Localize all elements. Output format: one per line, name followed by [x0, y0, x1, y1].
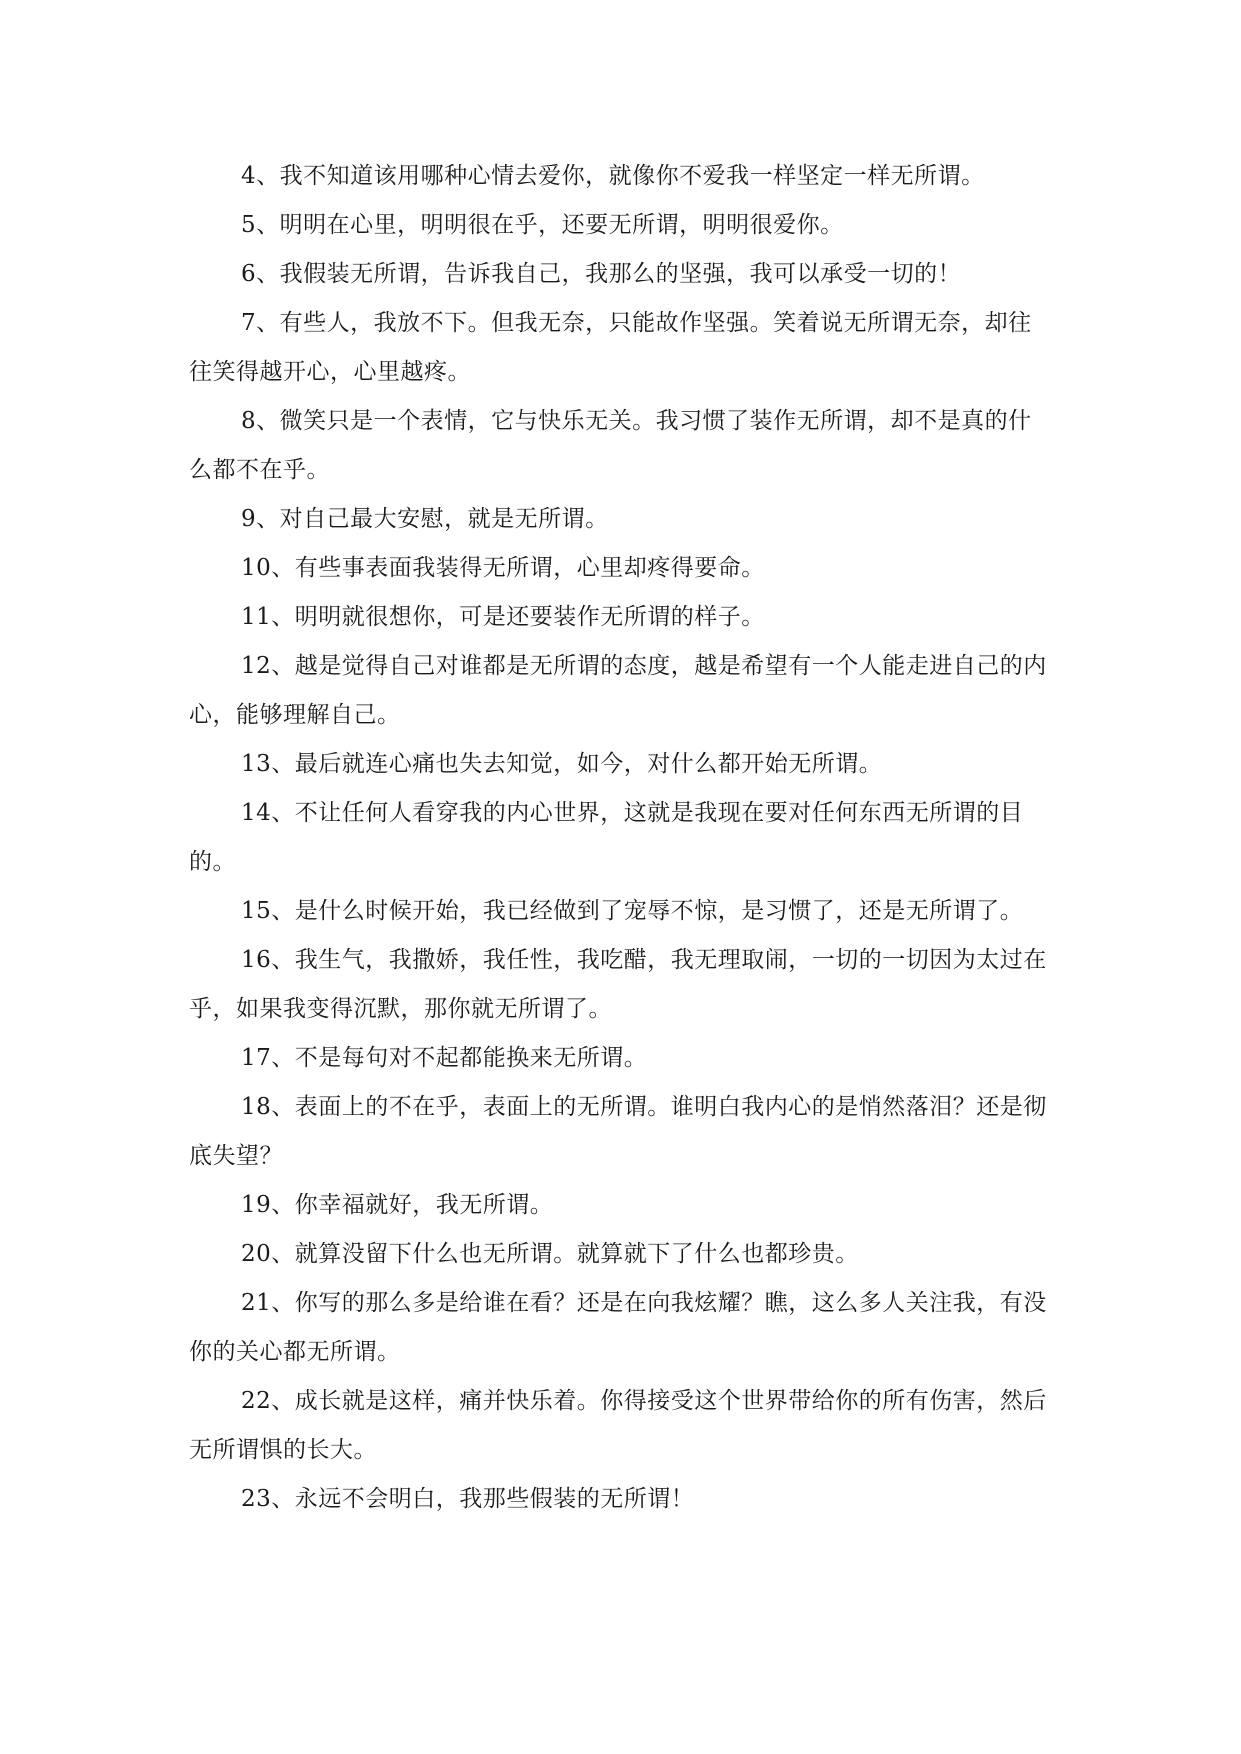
paragraph-6: 6、我假装无所谓，告诉我自己，我那么的坚强，我可以承受一切的！: [241, 261, 962, 287]
paragraph-23: 23、永远不会明白，我那些假装的无所谓！: [241, 1486, 695, 1512]
paragraph-15: 15、是什么时候开始，我已经做到了宠辱不惊，是习惯了，还是无所谓了。: [241, 898, 1024, 924]
paragraph-10: 10、有些事表面我装得无所谓，心里却疼得要命。: [241, 555, 765, 581]
paragraph-14: 14、不让任何人看穿我的内心世界，这就是我现在要对任何东西无所谓的目的。: [189, 800, 1024, 875]
paragraph-16: 16、我生气，我撒娇，我任性，我吃醋，我无理取闹，一切的一切因为太过在乎，如果我变得沉默，那你就无所谓了。: [189, 947, 1047, 1022]
paragraph-11: 11、明明就很想你，可是还要装作无所谓的样子。: [241, 604, 765, 630]
paragraph-13: 13、最后就连心痛也失去知觉，如今，对什么都开始无所谓。: [241, 751, 883, 777]
paragraph-5: 5、明明在心里，明明很在乎，还要无所谓，明明很爱你。: [241, 212, 844, 238]
paragraph-22: 22、成长就是这样，痛并快乐着。你得接受这个世界带给你的所有伤害，然后无所谓惧的长大。: [189, 1388, 1047, 1463]
paragraph-17: 17、不是每句对不起都能换来无所谓。: [241, 1045, 648, 1071]
document-body: [189, 152, 1049, 1524]
paragraph-4: 4、我不知道该用哪种心情去爱你，就像你不爱我一样坚定一样无所谓。: [241, 163, 985, 189]
paragraph-18: 18、表面上的不在乎，表面上的无所谓。谁明白我内心的是悄然落泪？还是彻底失望？: [189, 1094, 1047, 1169]
paragraph-9: 9、对自己最大安慰，就是无所谓。: [241, 506, 609, 532]
paragraph-21: 21、你写的那么多是给谁在看？还是在向我炫耀？瞧，这么多人关注我，有没你的关心都无所谓。: [189, 1290, 1047, 1365]
paragraph-19: 19、你幸福就好，我无所谓。: [241, 1192, 554, 1218]
paragraph-7: 7、有些人，我放不下。但我无奈，只能故作坚强。笑着说无所谓无奈，却往往笑得越开心，心里越疼。: [189, 310, 1032, 385]
paragraph-20: 20、就算没留下什么也无所谓。就算就下了什么也都珍贵。: [241, 1241, 859, 1267]
paragraph-8: 8、微笑只是一个表情，它与快乐无关。我习惯了装作无所谓，却不是真的什么都不在乎。: [189, 408, 1032, 483]
paragraph-12: 12、越是觉得自己对谁都是无所谓的态度，越是希望有一个人能走进自己的内心，能够理解自己。: [189, 653, 1047, 728]
